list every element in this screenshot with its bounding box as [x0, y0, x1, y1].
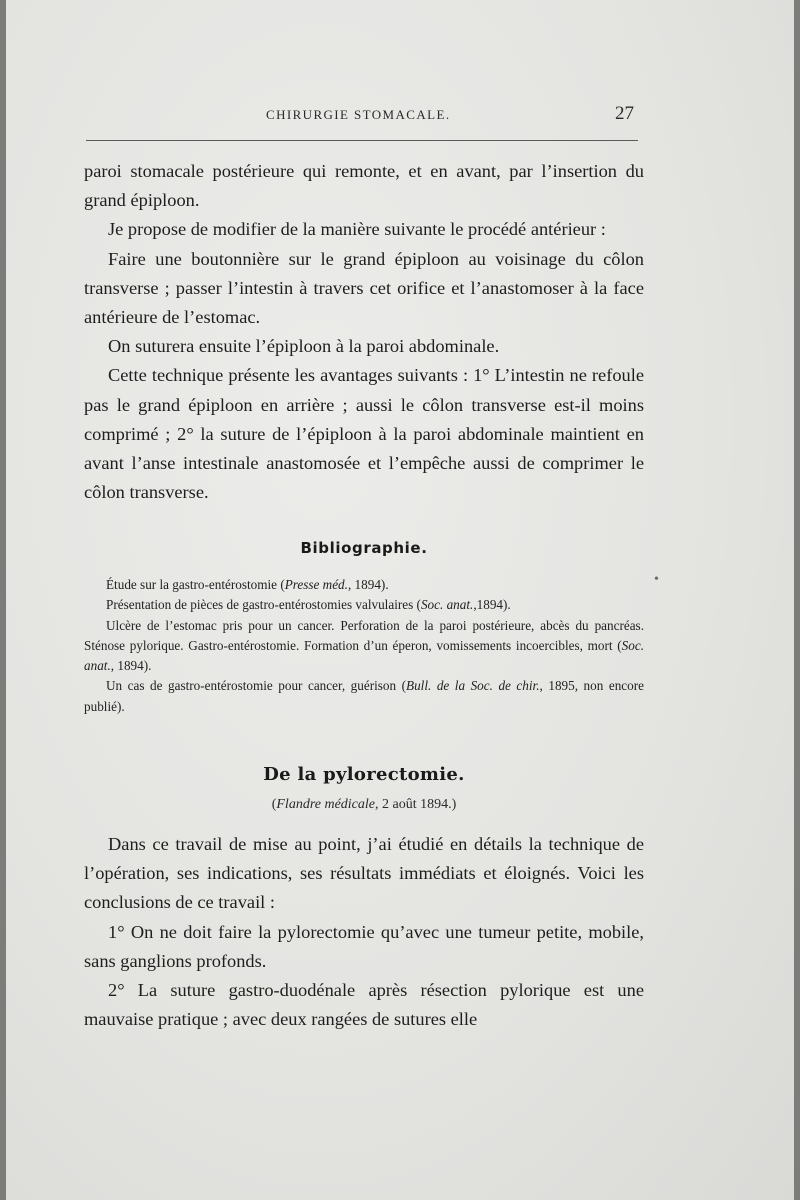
bibliography-entry: Ulcère de l’estomac pris pour un cancer. Perforation de la paroi postérieure, abcès du pancréas. Sténose pylorique. Gastro-entérostomie. Formation d’un éperon, vomissements incoercibles, mort (Soc. anat., 1894).	[84, 617, 644, 674]
paragraph: 2° La suture gastro-duodénale après résection pylorique est une mauvaise pratique ; avec deux rangées de sutures elle	[84, 980, 644, 1030]
paragraph: On suturera ensuite l’épiploon à la paroi abdominale.	[108, 336, 500, 357]
subtitle-date: , 2 août 1894.	[375, 797, 452, 812]
paragraph: Cette technique présente les avantages suivants : 1° L’intestin ne refoule pas le grand épiploon en arrière ; aussi le côlon transverse est-il moins comprimé ; 2° la suture de l’épiploon à la paroi abdominale maintient en avant l’anse intestinale anastomosée et l’empêche aussi de comprimer le côlon transverse.	[84, 365, 644, 503]
paragraph: paroi stomacale postérieure qui remonte, et en avant, par l’insertion du grand épiploon.	[84, 161, 644, 211]
paragraph: Dans ce travail de mise au point, j’ai étudié en détails la technique de l’opération, ses indications, ses résultats immédiats et éloignés. Voici les conclusions de ce travail :	[84, 834, 644, 913]
page-number: 27	[615, 103, 634, 124]
bibliography-title: Bibliographie.	[300, 539, 428, 557]
bibliography-list	[84, 575, 644, 717]
section-subtitle: (Flandre médicale, 2 août 1894.)	[271, 797, 457, 812]
section-title: De la pylorectomie.	[263, 764, 465, 785]
bibliography-entry: Un cas de gastro-entérostomie pour cancer, guérison (Bull. de la Soc. de chir., 1895, non encore publié).	[84, 678, 644, 714]
paragraph: Je propose de modifier de la manière suivante le procédé antérieur :	[108, 219, 606, 240]
bibliography-entry: Étude sur la gastro-entérostomie (Presse méd., 1894).	[106, 577, 389, 592]
paragraph: 1° On ne doit faire la pylorectomie qu’avec une tumeur petite, mobile, sans ganglions profonds.	[84, 921, 644, 971]
bibliography-entry: Présentation de pièces de gastro-entérostomies valvulaires (Soc. anat.,1894).	[106, 597, 511, 613]
pylorectomie-text	[84, 830, 644, 1034]
subtitle-source: Flandre médicale	[276, 797, 375, 812]
intro-text	[84, 157, 644, 507]
book-page	[6, 0, 794, 1200]
page-header	[86, 103, 638, 127]
margin-mark: •	[654, 572, 659, 587]
paragraph: Faire une boutonnière sur le grand épiploon au voisinage du côlon transverse ; passer l’intestin à travers cet orifice et l’anastomoser à la face antérieure de l’estomac.	[84, 248, 644, 328]
running-title: CHIRURGIE STOMACALE.	[266, 107, 451, 122]
header-rule	[86, 140, 638, 141]
